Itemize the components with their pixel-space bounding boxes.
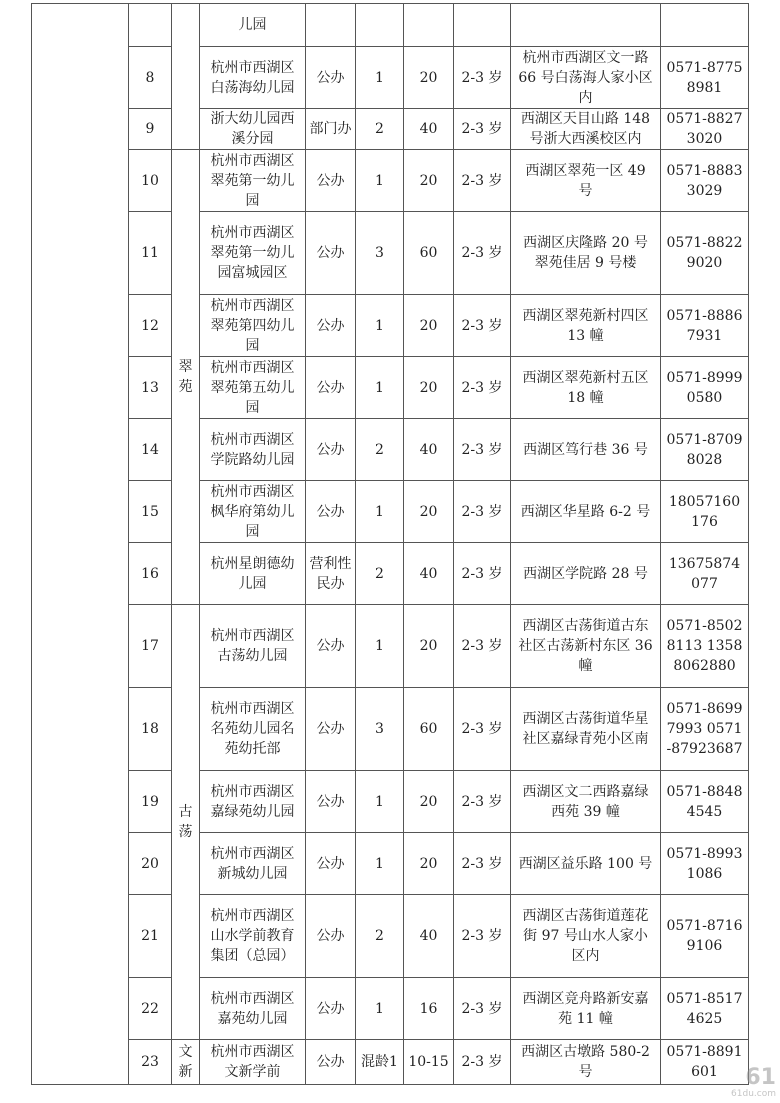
cell-capacity: 20 (404, 150, 454, 212)
cell-phone: 18057160176 (661, 481, 749, 543)
cell-name: 杭州市西湖区新城幼儿园 (200, 833, 306, 895)
cell-address: 西湖区文二西路嘉绿西苑 39 幢 (511, 771, 661, 833)
row-number: 22 (129, 978, 172, 1040)
cell-address: 西湖区翠苑一区 49 号 (511, 150, 661, 212)
street-cell (172, 150, 200, 605)
cell-type: 公办 (306, 1040, 356, 1085)
street-cell (172, 605, 200, 1040)
table-row (32, 150, 749, 212)
cell-classes: 1 (356, 357, 404, 419)
cell-name: 杭州市西湖区翠苑第一幼儿园富城园区 (200, 212, 306, 295)
table-row (32, 47, 749, 109)
cell-name: 杭州市西湖区名苑幼儿园名苑幼托部 (200, 688, 306, 771)
row-number: 20 (129, 833, 172, 895)
cell-classes (356, 4, 404, 47)
row-number: 15 (129, 481, 172, 543)
street-cell (172, 1040, 200, 1085)
cell-classes: 1 (356, 47, 404, 109)
cell-name: 杭州市西湖区嘉绿苑幼儿园 (200, 771, 306, 833)
cell-capacity: 60 (404, 688, 454, 771)
table-row (32, 419, 749, 481)
cell-phone: 0571-88229020 (661, 212, 749, 295)
table-row (32, 833, 749, 895)
cell-age: 2-3 岁 (454, 833, 511, 895)
row-number: 17 (129, 605, 172, 688)
watermark-mark: 61 (745, 1065, 776, 1090)
cell-age: 2-3 岁 (454, 212, 511, 295)
cell-type: 部门办 (306, 109, 356, 150)
cell-phone: 0571-88484545 (661, 771, 749, 833)
cell-age: 2-3 岁 (454, 357, 511, 419)
cell-classes: 混龄1 (356, 1040, 404, 1085)
cell-age: 2-3 岁 (454, 688, 511, 771)
cell-phone: 0571-88833029 (661, 150, 749, 212)
cell-address (511, 4, 661, 47)
row-number: 10 (129, 150, 172, 212)
cell-phone: 0571-87169106 (661, 895, 749, 978)
cell-type: 公办 (306, 771, 356, 833)
cell-capacity: 40 (404, 895, 454, 978)
cell-name: 杭州市西湖区翠苑第四幼儿园 (200, 295, 306, 357)
cell-capacity: 10-15 (404, 1040, 454, 1085)
cell-type: 公办 (306, 481, 356, 543)
cell-phone: 0571-88867931 (661, 295, 749, 357)
cell-capacity (404, 4, 454, 47)
cell-age: 2-3 岁 (454, 605, 511, 688)
cell-name: 杭州市西湖区学院路幼儿园 (200, 419, 306, 481)
cell-phone: 0571-85028113 13588062880 (661, 605, 749, 688)
row-number: 8 (129, 47, 172, 109)
street-label: 文新 (178, 1044, 193, 1080)
watermark-logo (731, 1067, 776, 1099)
street-cell (172, 4, 200, 150)
cell-name: 杭州市西湖区白荡海幼儿园 (200, 47, 306, 109)
street-label: 古荡 (178, 804, 193, 840)
cell-address: 西湖区古墩路 580-2 号 (511, 1040, 661, 1085)
cell-phone: 0571-85174625 (661, 978, 749, 1040)
cell-age (454, 4, 511, 47)
row-number: 9 (129, 109, 172, 150)
cell-name: 杭州市西湖区山水学前教育集团（总园） (200, 895, 306, 978)
cell-type: 公办 (306, 419, 356, 481)
cell-type: 公办 (306, 895, 356, 978)
cell-phone: 0571-89990580 (661, 357, 749, 419)
cell-age: 2-3 岁 (454, 47, 511, 109)
cell-capacity: 20 (404, 771, 454, 833)
cell-type: 公办 (306, 978, 356, 1040)
table-row (32, 212, 749, 295)
table-row (32, 295, 749, 357)
cell-type: 公办 (306, 150, 356, 212)
table-row (32, 357, 749, 419)
row-number: 21 (129, 895, 172, 978)
cell-address: 西湖区学院路 28 号 (511, 543, 661, 605)
cell-type: 公办 (306, 688, 356, 771)
cell-type: 公办 (306, 212, 356, 295)
cell-phone (661, 4, 749, 47)
table-row (32, 1040, 749, 1085)
cell-classes: 1 (356, 295, 404, 357)
cell-capacity: 16 (404, 978, 454, 1040)
district-cell (32, 4, 129, 1085)
cell-name: 杭州星朗德幼儿园 (200, 543, 306, 605)
table-row (32, 481, 749, 543)
cell-name: 杭州市西湖区嘉苑幼儿园 (200, 978, 306, 1040)
cell-classes: 2 (356, 419, 404, 481)
cell-classes: 1 (356, 833, 404, 895)
table-row (32, 109, 749, 150)
cell-phone: 0571-87098028 (661, 419, 749, 481)
cell-capacity: 40 (404, 109, 454, 150)
cell-age: 2-3 岁 (454, 419, 511, 481)
cell-capacity: 60 (404, 212, 454, 295)
cell-capacity: 20 (404, 357, 454, 419)
cell-type: 营利性民办 (306, 543, 356, 605)
cell-classes: 3 (356, 212, 404, 295)
cell-capacity: 20 (404, 833, 454, 895)
cell-classes: 1 (356, 605, 404, 688)
cell-age: 2-3 岁 (454, 150, 511, 212)
cell-phone: 0571-89931086 (661, 833, 749, 895)
cell-type: 公办 (306, 295, 356, 357)
cell-type: 公办 (306, 605, 356, 688)
cell-address: 西湖区古荡街道古东社区古荡新村东区 36 幢 (511, 605, 661, 688)
cell-name: 杭州市西湖区古荡幼儿园 (200, 605, 306, 688)
cell-type (306, 4, 356, 47)
cell-phone: 0571-86997993 0571-87923687 (661, 688, 749, 771)
table-row (32, 543, 749, 605)
cell-address: 西湖区笃行巷 36 号 (511, 419, 661, 481)
cell-age: 2-3 岁 (454, 895, 511, 978)
table-row (32, 688, 749, 771)
cell-type: 公办 (306, 833, 356, 895)
cell-classes: 1 (356, 771, 404, 833)
cell-age: 2-3 岁 (454, 109, 511, 150)
cell-capacity: 20 (404, 47, 454, 109)
cell-age: 2-3 岁 (454, 771, 511, 833)
cell-phone: 0571-88273020 (661, 109, 749, 150)
cell-classes: 2 (356, 109, 404, 150)
cell-name: 杭州市西湖区翠苑第五幼儿园 (200, 357, 306, 419)
cell-phone: 0571-87758981 (661, 47, 749, 109)
cell-capacity: 40 (404, 543, 454, 605)
cell-type: 公办 (306, 47, 356, 109)
cell-phone: 13675874077 (661, 543, 749, 605)
cell-name: 浙大幼儿园西溪分园 (200, 109, 306, 150)
row-number: 13 (129, 357, 172, 419)
row-number: 12 (129, 295, 172, 357)
row-number: 23 (129, 1040, 172, 1085)
cell-address: 西湖区翠苑新村四区 13 幢 (511, 295, 661, 357)
cell-address: 西湖区天目山路 148 号浙大西溪校区内 (511, 109, 661, 150)
row-number: 19 (129, 771, 172, 833)
cell-address: 杭州市西湖区文一路 66 号白荡海人家小区内 (511, 47, 661, 109)
cell-address: 西湖区庆隆路 20 号翠苑佳居 9 号楼 (511, 212, 661, 295)
table-body (32, 4, 749, 1085)
row-number: 11 (129, 212, 172, 295)
cell-name: 儿园 (200, 4, 306, 47)
cell-classes: 2 (356, 895, 404, 978)
table-row (32, 771, 749, 833)
cell-classes: 1 (356, 481, 404, 543)
street-label: 翠苑 (178, 359, 193, 395)
cell-address: 西湖区益乐路 100 号 (511, 833, 661, 895)
watermark-site: 61du.com (731, 1089, 776, 1099)
cell-classes: 1 (356, 150, 404, 212)
row-number: 14 (129, 419, 172, 481)
cell-name: 杭州市西湖区翠苑第一幼儿园 (200, 150, 306, 212)
row-number (129, 4, 172, 47)
cell-capacity: 20 (404, 481, 454, 543)
cell-age: 2-3 岁 (454, 978, 511, 1040)
cell-age: 2-3 岁 (454, 1040, 511, 1085)
row-number: 16 (129, 543, 172, 605)
cell-address: 西湖区古荡街道华星社区嘉绿青苑小区南 (511, 688, 661, 771)
cell-name: 杭州市西湖区枫华府第幼儿园 (200, 481, 306, 543)
cell-capacity: 20 (404, 605, 454, 688)
cell-name: 杭州市西湖区文新学前 (200, 1040, 306, 1085)
cell-address: 西湖区华星路 6-2 号 (511, 481, 661, 543)
cell-address: 西湖区翠苑新村五区 18 幢 (511, 357, 661, 419)
cell-address: 西湖区古荡街道莲花街 97 号山水人家小区内 (511, 895, 661, 978)
cell-type: 公办 (306, 357, 356, 419)
cell-age: 2-3 岁 (454, 481, 511, 543)
cell-classes: 3 (356, 688, 404, 771)
table-row (32, 605, 749, 688)
cell-capacity: 40 (404, 419, 454, 481)
cell-classes: 1 (356, 978, 404, 1040)
cell-capacity: 20 (404, 295, 454, 357)
cell-classes: 2 (356, 543, 404, 605)
cell-phone: 0571-8891601 (661, 1040, 749, 1085)
table-row (32, 4, 749, 47)
table-row (32, 978, 749, 1040)
kindergarten-table (31, 3, 749, 1085)
table-row (32, 895, 749, 978)
cell-age: 2-3 岁 (454, 543, 511, 605)
cell-address: 西湖区竞舟路新安嘉苑 11 幢 (511, 978, 661, 1040)
cell-age: 2-3 岁 (454, 295, 511, 357)
row-number: 18 (129, 688, 172, 771)
